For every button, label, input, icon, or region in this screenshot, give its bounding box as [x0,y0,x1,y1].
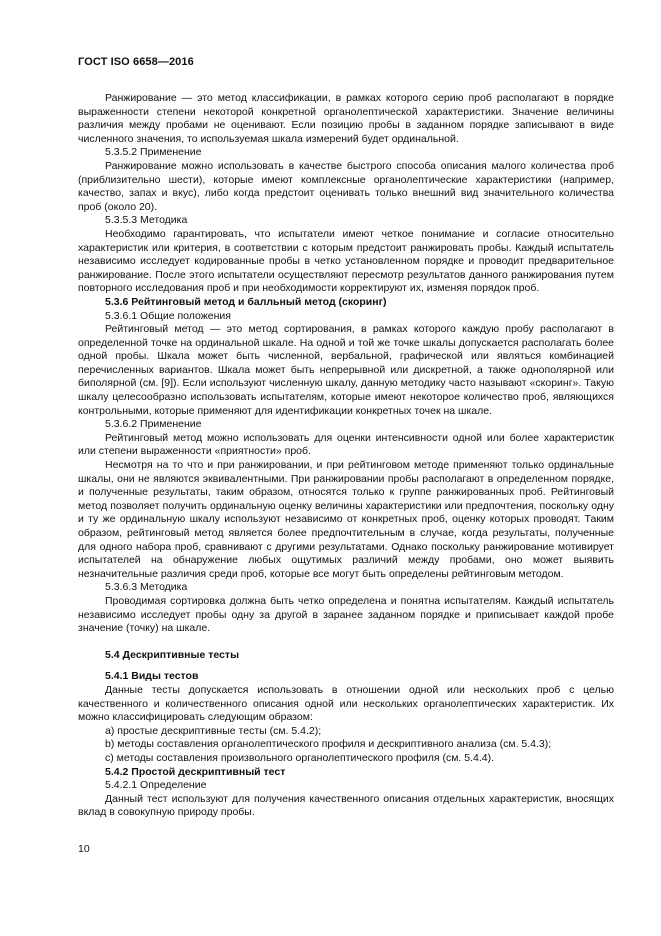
paragraph-rating-application: Рейтинговый метод можно использовать для оценки интенсивности одной или более характеристик или степени выраженности «приятности» проб. [78,431,614,458]
list-item-c: с) методы составления произвольного органолептического профиля (см. 5.4.4). [105,751,495,764]
paragraph-test-types: Данные тесты допускается использовать в отношении одной или нескольких проб с целью качественного и количественного описания одной или нескольких органолептических характеристик. Их можно классифицировать следующим образом: [78,683,614,724]
section-5-4-heading: 5.4 Дескриптивные тесты [105,648,240,661]
clause-5-3-6-3: 5.3.6.3 Методика [105,581,188,594]
paragraph-rating-method: Проводимая сортировка должна быть четко определена и понятна испытателям. Каждый испытатель независимо исследует пробы одну за другой в заранее заданном порядке и приписывает каждой пробе значение (точку) на шкале. [78,594,614,635]
paragraph-ranking-method: Необходимо гарантировать, что испытатели имеют четкое понимание и согласие относительно характеристик или критерия, в соответствии с которым предстоит ранжировать пробы. Каждый испытатель независимо исследует кодированные пробы в четко установленном порядке и проводит предварительное ранжирование. После этого испытатели осуществляют пересмотр результатов данного ранжирования путем повторного исследования проб и при необходимости корректируют их, изменяя порядок проб. [78,227,614,295]
clause-5-4-2-1: 5.4.2.1 Определение [105,779,207,792]
paragraph-rating-general: Рейтинговый метод — это метод сортирования, в рамках которого каждую пробу располагают в определенной точке на ординальной шкале. На одной и той же точке шкалы допускается располагать более одной пробы. Шкала может быть численной, вербальной, графической или являться комбинацией перечисленных вариантов. Шкала может быть непрерывной или дискретной, а также однополярной или биполярной (см. [9]). Если используют численную шкалу, данную методику часто называют «скоринг». Такую шкалу целесообразно использовать испытателям, которые имеют некоторое количество проб, являющихся контрольными, которые применяют для идентификации конкретных точек на шкале. [78,323,614,417]
clause-5-3-6-2: 5.3.6.2 Применение [105,418,202,431]
clause-5-3-5-3: 5.3.5.3 Методика [105,214,188,227]
list-item-a: а) простые дескриптивные тесты (см. 5.4.2); [105,724,322,737]
list-item-b: b) методы составления органолептического профиля и дескриптивного анализа (см. 5.4.3); [105,738,552,751]
paragraph-ranking-application: Ранжирование можно использовать в качестве быстрого способа описания малого количества проб (приблизительно шести), которые имеют комплексные органолептические характеристики (например, качество, запах и вкус), либо когда предстоит оценивать только внешний вид значительного количества проб (около 20). [78,159,614,213]
page-number: 10 [78,843,90,855]
paragraph-simple-test-definition: Данный тест используют для получения качественного описания отдельных характеристик, вносящих вклад в совокупную природу пробы. [78,792,614,819]
document-body [78,92,614,820]
clause-5-3-6-heading: 5.3.6 Рейтинговый метод и балльный метод (скоринг) [105,295,387,308]
clause-5-3-5-2: 5.3.5.2 Применение [105,146,202,159]
document-header: ГОСТ ISO 6658—2016 [78,56,194,68]
paragraph-rating-comparison: Несмотря на то что и при ранжировании, и при рейтинговом методе применяют только ординальные шкалы, они не являются эквивалентными. При ранжировании пробы располагают в определенном порядке, и полученные результаты, таким образом, относятся только к группе ранжированных проб. Рейтинговый метод позволяет получить ординальную оценку величины характеристики или предпочтения, поскольку одну и ту же ординальную шкалу используют независимо от конкретных проб, оценку которых проводят. Таким образом, рейтинговый метод является более предпочтительным в случае, когда результаты, полученные для одного набора проб, сравнивают с другими результатами. Однако поскольку ранжирование мотивирует испытателей на обнаружение любых ощутимых различий между пробами, оно может выявить незначительные различия среди проб, которые все могут быть определены рейтинговым методом. [78,459,614,580]
clause-5-4-1-heading: 5.4.1 Виды тестов [105,670,199,683]
clause-5-4-2-heading: 5.4.2 Простой дескриптивный тест [105,765,286,778]
paragraph-ranking-definition: Ранжирование — это метод классификации, в рамках которого серию проб располагают в порядке выраженности степени некоторой конкретной органолептической характеристики. Значение величины различия между пробами не оценивают. Если позицию пробы в заданном порядке записывают в виде численного значения, то используемая шкала измерений будет ординальной. [78,92,614,145]
clause-5-3-6-1: 5.3.6.1 Общие положения [105,309,231,322]
